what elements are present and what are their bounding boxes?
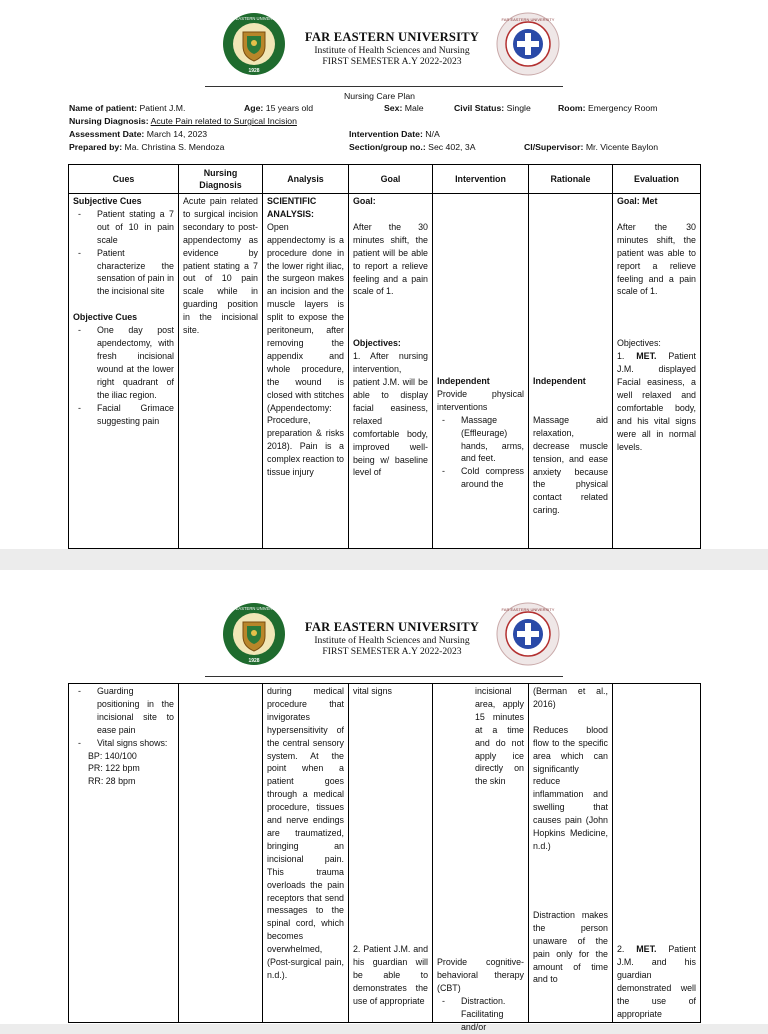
scientific-analysis-label: SCIENTIFIC ANALYSIS: [267, 196, 317, 219]
evaluation-objective-1-text: Patient J.M. displayed Facial easiness, a well relaxed and comfortable body, and his vital signs were all in normal levels. [617, 351, 697, 452]
table-row [69, 684, 701, 1023]
analysis-text: during medical procedure that invigorates hypersensitivity of the central sensory system. At the point when a patient goes through a medical procedure, tissues and nerve endings are traumatized, bringing an incisional pain. This trauma overloads the pain receptors that send messages to the spinal cord, which becomes overwhelmed, (Post-surgical pain, n.d.). [267, 686, 344, 980]
age-row: Age: 15 years old [244, 103, 314, 113]
list-item: - Facial Grimace suggesting pain [88, 402, 174, 428]
prepared-by-row: Prepared by: Ma. Christina S. Mendoza [69, 142, 225, 152]
intervention-date-row: Intervention Date: N/A [349, 129, 440, 139]
section-row: Section/group no.: Sec 402, 3A [349, 142, 476, 152]
diagnosis-row: Nursing Diagnosis: Acute Pain related to Surgical Incision [69, 116, 297, 126]
vital-bp: BP: 140/100 [88, 750, 137, 761]
header-divider [205, 676, 563, 677]
feu-seal-left-logo [222, 602, 286, 666]
intervention-date: N/A [425, 129, 440, 139]
institute-name: Institute of Health Sciences and Nursing [314, 635, 470, 646]
evaluation-objectives-label: Objectives: [617, 338, 661, 349]
rationale-cold-compress: Reduces blood flow to the specific area which can significantly reduce inflammation and swelling that causes pain (John Hopkins Medicine, n.d.) [533, 724, 608, 851]
evaluation-goal-text: After the 30 minutes shift, the patient was able to report a relieve feeling and a pain scale of 1. [617, 221, 696, 297]
intervention-intro: Provide physical interventions [437, 388, 524, 412]
sex-row: Sex: Male [384, 103, 424, 113]
intervention-cell [433, 194, 529, 549]
list-item: - Cold compress around the [452, 465, 524, 491]
cues-cell [69, 194, 179, 549]
svg-text:FAR EASTERN UNIVERSITY: FAR EASTERN UNIVERSITY [226, 606, 282, 611]
subjective-cues-label: Subjective Cues [73, 196, 142, 206]
university-name: FAR EASTERN UNIVERSITY [304, 30, 480, 44]
diagnosis-cell [179, 684, 263, 1023]
room-row: Room: Emergency Room [558, 103, 658, 113]
header-goal: Goal [349, 165, 433, 194]
civil-status-row: Civil Status: Single [454, 103, 531, 113]
evaluation-goal-label: Goal: Met [617, 196, 658, 206]
room: Emergency Room [587, 103, 658, 113]
header-evaluation: Evaluation [613, 165, 701, 194]
header-cues: Cues [69, 165, 179, 194]
list-item: - Vital signs shows: [88, 737, 174, 750]
intervention-independent-label: Independent [437, 376, 490, 386]
rationale-cell [529, 684, 613, 1023]
rationale-cell [529, 194, 613, 549]
list-item: - Patient stating a 7 out of 10 in pain scale [88, 208, 174, 247]
header-rationale: Rationale [529, 165, 613, 194]
civil-status: Single [506, 103, 531, 113]
nursing-diagnosis: Acute Pain related to Surgical Incision [150, 116, 297, 126]
prepared-by: Ma. Christina S. Mendoza [124, 142, 225, 152]
table-header-row [69, 165, 701, 194]
assessment-date-row: Assessment Date: March 14, 2023 [69, 129, 208, 139]
page-header [0, 590, 768, 678]
university-name: FAR EASTERN UNIVERSITY [304, 620, 480, 634]
page-header [0, 0, 768, 88]
rationale-citation: (Berman et al., 2016) [533, 686, 608, 709]
analysis-text: Open appendectomy is a procedure done in the lower right iliac, the surgeon makes an incision and the muscle layers is split to expose the peritoneum, after removing the appendix and whole procedure, the wound is closed with stitches (Appendectomy: Procedure, preparation & risks 2018). Pain is a complex reaction to tissue injury [267, 221, 344, 478]
list-item: - Massage (Effleurage) hands, arms, and feet. [452, 414, 524, 466]
vital-rr: RR: 28 bpm [88, 776, 136, 787]
intervention-continued: incisional area, apply 15 minutes at a time and do not apply ice directly on the skin [475, 686, 524, 787]
nursing-seal-right-logo [496, 12, 560, 76]
semester: FIRST SEMESTER A.Y 2022-2023 [322, 56, 462, 67]
care-plan-table-page-1 [68, 164, 701, 549]
header-nursing-diagnosis: Nursing Diagnosis [179, 165, 263, 194]
rationale-text: Massage aid relaxation, decrease muscle tension, and ease anxiety because the physical contact related caring. [533, 414, 608, 516]
svg-text:1928: 1928 [248, 658, 260, 664]
goal-continued: vital signs [353, 686, 392, 696]
nursing-seal-right-logo [496, 602, 560, 666]
header-intervention: Intervention [433, 165, 529, 194]
goal-label: Goal: [353, 196, 376, 206]
intervention-2-text: Provide cognitive-behavioral therapy (CBT) [437, 957, 524, 994]
supervisor-row: CI/Supervisor: Mr. Vicente Baylon [524, 142, 659, 152]
semester: FIRST SEMESTER A.Y 2022-2023 [322, 646, 462, 657]
list-item: - Guarding positioning in the incisional site to ease pain [88, 685, 174, 737]
svg-text:FAR EASTERN UNIVERSITY: FAR EASTERN UNIVERSITY [226, 16, 282, 21]
rationale-2-text: Distraction makes the person unaware of the pain only for the amount of time and to [533, 909, 608, 985]
evaluation-2-text: Patient J.M. and his guardian demonstrated well the use of appropriate [617, 944, 697, 1019]
goal-cell [349, 194, 433, 549]
diagnosis-cell [179, 194, 263, 549]
svg-text:1928: 1928 [248, 68, 260, 74]
analysis-cell [263, 194, 349, 549]
institute-name: Institute of Health Sciences and Nursing [314, 45, 470, 56]
goal-cell [349, 684, 433, 1023]
rationale-independent-label: Independent [533, 376, 586, 386]
care-plan-table-page-2 [68, 683, 701, 1032]
section: Sec 402, 3A [428, 142, 476, 152]
list-item: - Distraction. Facilitating and/or [452, 995, 524, 1034]
assessment-date: March 14, 2023 [146, 129, 208, 139]
list-item: - One day post apendectomy, with fresh incisional wound at the lower right quadrant of the iliac region. [88, 324, 174, 401]
analysis-cell [263, 684, 349, 1023]
cues-cell [69, 684, 179, 1023]
intervention-cell [433, 684, 529, 1032]
patient-age: 15 years old [265, 103, 314, 113]
objective-1-text: 1. After nursing intervention, patient J.M. will be able to display facial easiness, relaxed comfortable body, improved well-being w/ baseline level of [353, 351, 428, 478]
patient-sex: Male [404, 103, 424, 113]
list-item: - Patient characterize the sensation of pain in the incisional site [88, 247, 174, 299]
patient-name: Patient J.M. [139, 103, 186, 113]
objective-cues-label: Objective Cues [73, 312, 138, 323]
supervisor: Mr. Vicente Baylon [585, 142, 659, 152]
header-divider [205, 86, 563, 87]
evaluation-cell: Goal: Met After the 30 minutes shift, the patient was able to report a relieve feeling and a pain scale of 1. Objectives: 1. MET. Patient J.M. displayed Facial easiness, a well relaxed and comfortable body, and his vital signs were all in normal levels. [613, 194, 701, 549]
evaluation-cell: 2. MET. Patient J.M. and his guardian demonstrated well the use of appropriate [613, 684, 701, 1023]
table-row [69, 194, 701, 549]
form-title: Nursing Care Plan [344, 91, 415, 101]
feu-seal-left-logo [222, 12, 286, 76]
objectives-label: Objectives: [353, 338, 401, 349]
header-analysis: Analysis [263, 165, 349, 194]
diagnosis-text: Acute pain related to surgical incision secondary to post-appendectomy as evidence by patient stating a 7 out of 10 pain scale while in guarding position in the incisional site. [183, 196, 258, 336]
svg-text:FAR EASTERN UNIVERSITY: FAR EASTERN UNIVERSITY [501, 17, 555, 22]
svg-text:FAR EASTERN UNIVERSITY: FAR EASTERN UNIVERSITY [501, 607, 555, 612]
vital-pr: PR: 122 bpm [88, 763, 140, 774]
goal-text: After the 30 minutes shift, the patient will be able to report a relieve feeling and a pain scale of 1. [353, 221, 428, 297]
page-2 [0, 570, 768, 1032]
goal-2-text: 2. Patient J.M. and his guardian will be able to demonstrates the use of appropriate [353, 943, 428, 1006]
patient-name-row: Name of patient: Patient J.M. [69, 103, 186, 113]
